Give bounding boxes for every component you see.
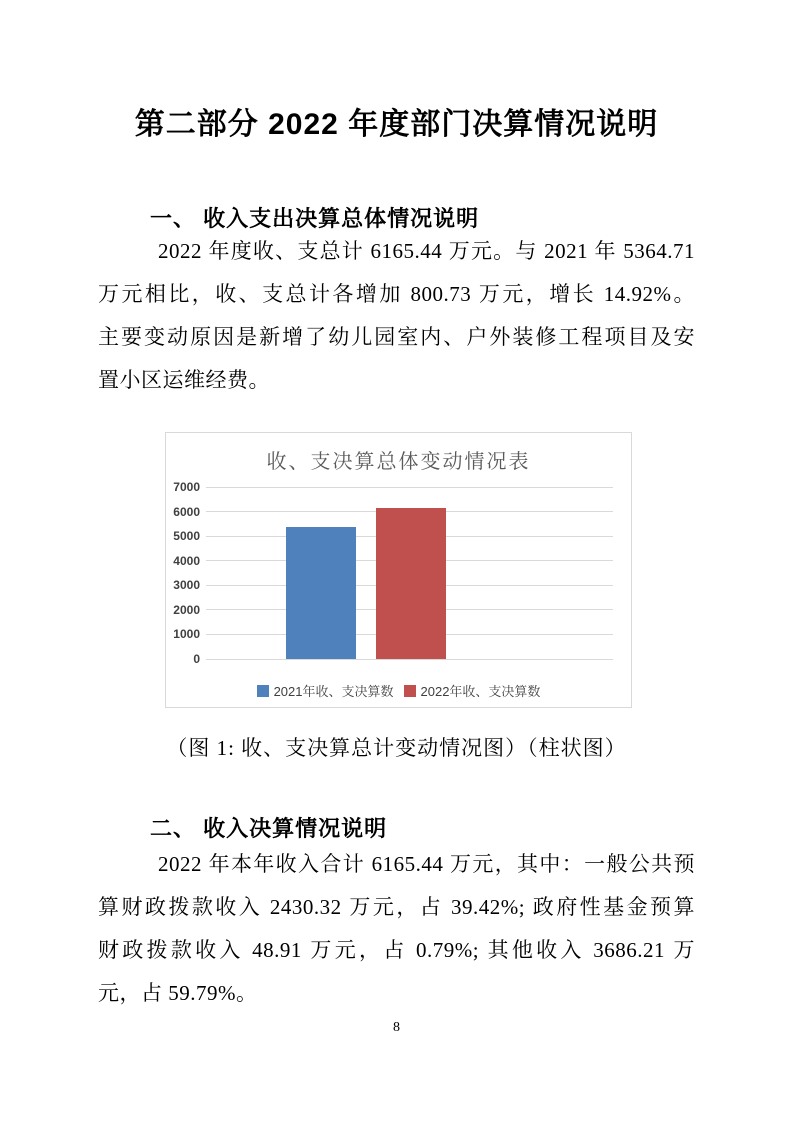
section1-heading: 一、 收入支出决算总体情况说明 xyxy=(150,206,480,231)
section2-paragraph-line: 元，占 59.79%。 xyxy=(98,981,258,1005)
bar-chart xyxy=(165,432,632,708)
section1-paragraph-line: 主要变动原因是新增了幼儿园室内、户外装修工程项目及安 xyxy=(98,325,695,349)
page-number: 8 xyxy=(393,1020,400,1035)
chart-legend xyxy=(166,681,631,700)
y-axis-tick-label: 6000 xyxy=(173,504,200,519)
legend-swatch-2022-icon xyxy=(404,685,416,697)
section1-paragraph-line: 2022 年度收、支总计 6165.44 万元。与 2021 年 5364.71 xyxy=(158,239,695,263)
figure-caption: （图 1: 收、支决算总计变动情况图）（柱状图） xyxy=(166,736,627,760)
section2-paragraph-line: 财政拨款收入 48.91 万元，占 0.79%; 其他收入 3686.21 万 xyxy=(98,938,695,962)
section1-paragraph-line: 万元相比，收、支总计各增加 800.73 万元，增长 14.92%。 xyxy=(98,282,695,306)
gridline xyxy=(206,487,613,488)
y-axis-tick-label: 7000 xyxy=(173,480,200,494)
legend-swatch-2021-icon xyxy=(257,685,269,697)
chart-plot-area xyxy=(206,487,613,659)
y-axis-tick-label: 3000 xyxy=(173,578,200,593)
chart-y-axis xyxy=(166,480,200,666)
section2-heading: 二、 收入决算情况说明 xyxy=(150,816,388,841)
legend-label-2021: 2021年收、支决算数 xyxy=(273,684,394,699)
section2-paragraph-line: 算财政拨款收入 2430.32 万元，占 39.42%; 政府性基金预算 xyxy=(98,895,695,919)
y-axis-tick-label: 5000 xyxy=(173,529,200,544)
y-axis-tick-label: 4000 xyxy=(173,553,200,568)
document-title: 第二部分 2022 年度部门决算情况说明 xyxy=(134,108,659,141)
section1-paragraph-line: 置小区运维经费。 xyxy=(98,368,270,392)
legend-label-2022: 2022年收、支决算数 xyxy=(420,684,541,699)
section2-paragraph-line: 2022 年本年收入合计 6165.44 万元，其中：一般公共预 xyxy=(158,852,695,876)
y-axis-tick-label: 0 xyxy=(193,652,200,666)
chart-title: 收、支决算总体变动情况表 xyxy=(266,451,531,473)
y-axis-tick-label: 1000 xyxy=(173,627,200,642)
bar-2021年收、支决算数 xyxy=(286,527,356,659)
bar-2022年收、支决算数 xyxy=(376,508,446,659)
y-axis-tick-label: 2000 xyxy=(173,602,200,617)
legend-item-2022 xyxy=(404,681,541,700)
legend-item-2021 xyxy=(257,681,394,700)
